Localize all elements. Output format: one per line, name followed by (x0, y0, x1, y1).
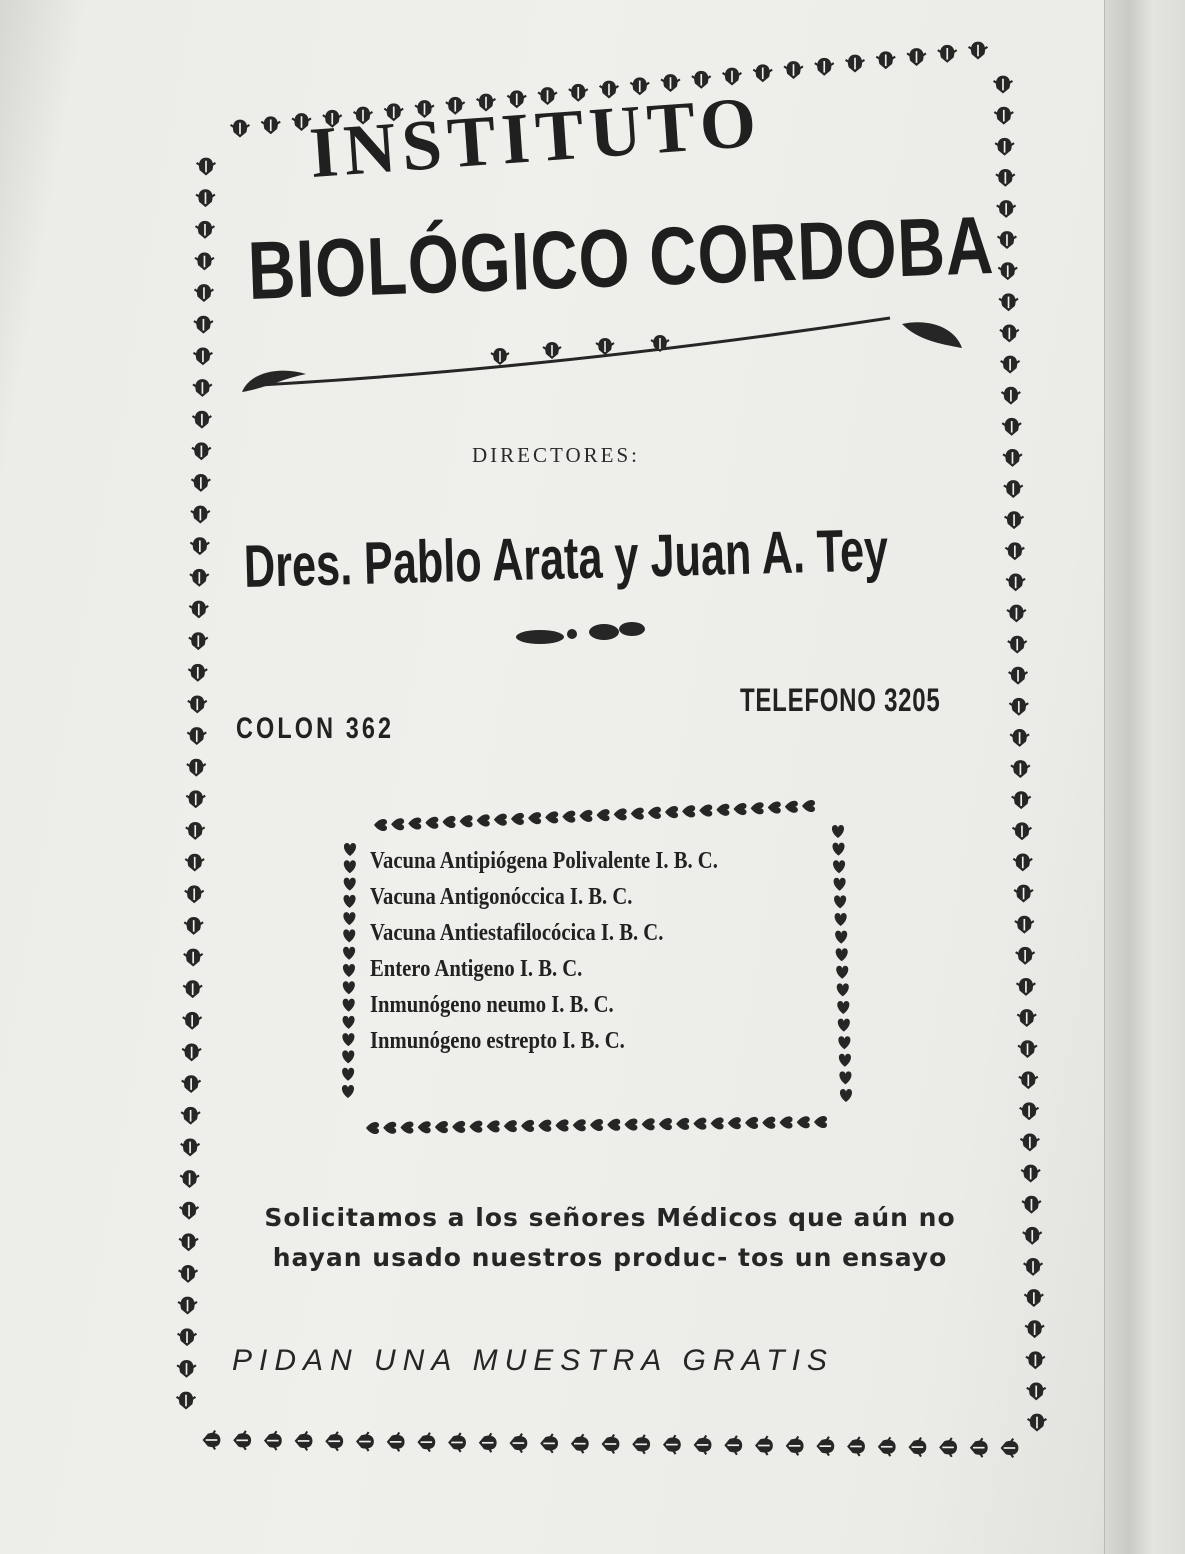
institute-title-line1: INSTITUTO (307, 81, 765, 193)
heart-border-icon (838, 1019, 850, 1032)
heart-border-icon (435, 1121, 448, 1133)
heart-border-icon (366, 1122, 379, 1134)
product-item: Vacuna Antipiógena Polivalente I. B. C. (370, 848, 718, 874)
floral-border-icon (1027, 1382, 1046, 1400)
heart-border-icon (425, 817, 438, 829)
heart-border-icon (383, 1122, 396, 1134)
floral-border-icon (509, 1434, 527, 1453)
heart-border-icon (693, 1118, 706, 1130)
heart-border-icon (344, 878, 356, 891)
floral-border-icon (1020, 1134, 1039, 1152)
floral-border-icon (1016, 978, 1035, 996)
heart-border-icon (418, 1121, 431, 1133)
heart-border-icon (343, 981, 355, 994)
floral-border-icon (181, 1107, 200, 1125)
floral-border-icon (996, 169, 1015, 187)
floral-border-icon (178, 1328, 197, 1346)
floral-border-icon (1025, 1320, 1044, 1338)
floral-border-icon (1001, 387, 1020, 405)
floral-border-icon (197, 158, 216, 176)
floral-border-icon (261, 116, 280, 134)
heart-border-icon (400, 1122, 413, 1134)
street-address: COLON 362 (236, 712, 395, 745)
floral-border-icon (188, 664, 207, 682)
floral-border-icon (1013, 854, 1032, 872)
floral-border-icon (1022, 1196, 1041, 1214)
heart-border-icon (833, 860, 845, 873)
floral-border-icon (1011, 760, 1030, 778)
floral-border-icon (185, 885, 204, 903)
floral-border-icon (846, 55, 865, 73)
heart-border-icon (342, 1085, 354, 1098)
heart-border-icon (343, 1016, 355, 1029)
floral-border-icon (191, 474, 210, 492)
floral-border-icon (1005, 542, 1024, 560)
heart-border-icon (342, 1033, 354, 1046)
heart-border-icon (699, 805, 712, 817)
floral-border-icon (998, 231, 1017, 249)
heart-border-icon (343, 964, 355, 977)
phone-number: TELEFONO 3205 (740, 682, 941, 718)
heart-border-icon (344, 843, 356, 856)
floral-border-icon (998, 262, 1017, 280)
product-item: Vacuna Antiestafilocócica I. B. C. (370, 920, 664, 946)
heart-border-icon (442, 816, 455, 828)
floral-border-icon (1006, 573, 1025, 591)
heart-border-icon (648, 807, 661, 819)
floral-border-icon (1000, 325, 1019, 343)
heart-border-icon (642, 1118, 655, 1130)
floral-border-icon (939, 1438, 957, 1457)
floral-border-icon (970, 1438, 988, 1457)
heart-border-icon (834, 895, 846, 908)
floral-border-icon (1018, 1040, 1037, 1058)
floral-border-icon (784, 61, 803, 79)
floral-border-icon (1023, 1227, 1042, 1245)
floral-border-icon (193, 379, 212, 397)
floral-border-icon (185, 854, 204, 872)
floral-border-icon (192, 442, 211, 460)
heart-border-icon (839, 1054, 851, 1067)
floral-border-icon (999, 293, 1018, 311)
floral-border-icon (994, 107, 1013, 125)
floral-border-icon (1016, 947, 1035, 965)
floral-border-icon (180, 1202, 199, 1220)
floral-border-icon (1021, 1165, 1040, 1183)
floral-border-icon (755, 1436, 773, 1455)
heart-border-icon (659, 1118, 672, 1130)
heart-border-icon (374, 819, 387, 831)
heart-border-icon (460, 815, 473, 827)
heart-border-icon (545, 811, 558, 823)
product-list (370, 848, 775, 1064)
floral-border-icon (1001, 356, 1020, 374)
heart-border-icon (342, 1068, 354, 1081)
heart-border-icon (597, 809, 610, 821)
floral-border-icon (180, 1170, 199, 1188)
heart-border-icon (614, 808, 627, 820)
heart-border-icon (836, 966, 848, 979)
floral-border-icon (1024, 1289, 1043, 1307)
heart-border-icon (511, 813, 524, 825)
heart-border-icon (469, 1121, 482, 1133)
heart-border-icon (728, 1117, 741, 1129)
heart-border-icon (408, 817, 421, 829)
floral-border-icon (540, 1434, 558, 1453)
floral-border-icon (194, 316, 213, 334)
heart-border-icon (573, 1119, 586, 1131)
floral-border-icon (479, 1433, 497, 1452)
floral-border-icon (878, 1437, 896, 1456)
floral-border-icon (1004, 480, 1023, 498)
heart-border-icon (834, 878, 846, 891)
heart-border-icon (343, 947, 355, 960)
floral-border-icon (908, 1438, 926, 1457)
floral-border-icon (178, 1297, 197, 1315)
floral-border-icon (1026, 1351, 1045, 1369)
floral-border-icon (876, 51, 895, 69)
floral-border-icon (417, 1433, 435, 1452)
heart-border-icon (751, 802, 764, 814)
heart-border-icon (835, 913, 847, 926)
product-item: Vacuna Antigonóccica I. B. C. (370, 884, 633, 910)
floral-border-icon (448, 1433, 466, 1452)
floral-border-icon (264, 1431, 282, 1450)
floral-border-icon (182, 1044, 201, 1062)
heart-border-icon (504, 1120, 517, 1132)
heart-border-icon (538, 1120, 551, 1132)
floral-border-icon (995, 138, 1014, 156)
floral-border-icon (186, 790, 205, 808)
heart-border-icon (762, 1117, 775, 1129)
heart-border-icon (780, 1116, 793, 1128)
floral-border-icon (1001, 1439, 1019, 1458)
floral-border-icon (1024, 1258, 1043, 1276)
product-item: Inmunógeno estrepto I. B. C. (370, 1028, 625, 1054)
heart-border-icon (676, 1118, 689, 1130)
floral-border-icon (191, 506, 210, 524)
floral-border-icon (194, 284, 213, 302)
floral-border-icon (177, 1392, 196, 1410)
heart-border-icon (343, 912, 355, 925)
floral-border-icon (786, 1436, 804, 1455)
floral-border-icon (1010, 729, 1029, 747)
floral-border-icon (663, 1435, 681, 1454)
floral-border-icon (1015, 916, 1034, 934)
heart-border-icon (556, 1119, 569, 1131)
floral-border-icon (179, 1233, 198, 1251)
heart-border-icon (839, 1071, 851, 1084)
product-item: Entero Antigeno I. B. C. (370, 956, 583, 982)
floral-border-icon (847, 1437, 865, 1456)
floral-border-icon (1028, 1414, 1047, 1432)
heart-border-icon (579, 810, 592, 822)
floral-border-icon (724, 1436, 742, 1455)
floral-border-icon (233, 1431, 251, 1450)
floral-border-icon (1009, 698, 1028, 716)
floral-border-icon (1012, 791, 1031, 809)
heart-border-icon (665, 806, 678, 818)
heart-border-icon (832, 825, 844, 838)
floral-border-icon (994, 76, 1013, 94)
heart-border-icon (745, 1117, 758, 1129)
floral-border-icon (753, 64, 772, 82)
floral-border-icon (295, 1431, 313, 1450)
floral-border-icon (1019, 1071, 1038, 1089)
heart-border-icon (452, 1121, 465, 1133)
floral-border-icon (196, 221, 215, 239)
floral-border-icon (179, 1265, 198, 1283)
floral-border-icon (816, 1437, 834, 1456)
floral-border-icon (183, 1012, 202, 1030)
floral-border-icon (187, 759, 206, 777)
floral-border-icon (1003, 449, 1022, 467)
floral-border-icon (602, 1435, 620, 1454)
sample-request-text: Solicitamos a los señores Médicos que aún no hayan usado nuestros produc- tos un ensayo (264, 1203, 956, 1272)
floral-border-icon (1009, 667, 1028, 685)
heart-border-icon (477, 814, 490, 826)
floral-border-icon (193, 347, 212, 365)
heart-border-icon (528, 812, 541, 824)
floral-border-icon (1020, 1102, 1039, 1120)
floral-border-icon (1008, 636, 1027, 654)
floral-border-icon (231, 120, 250, 138)
heart-border-icon (682, 805, 695, 817)
heart-border-icon (838, 1036, 850, 1049)
heart-border-icon (833, 843, 845, 856)
heart-border-icon (711, 1117, 724, 1129)
product-item: Inmunógeno neumo I. B. C. (370, 992, 614, 1018)
floral-border-icon (189, 601, 208, 619)
floral-border-icon (1013, 822, 1032, 840)
floral-border-icon (203, 1431, 221, 1450)
institute-title-line2: BIOLÓGICO CORDOBA (246, 199, 996, 317)
floral-border-icon (938, 45, 957, 63)
floral-border-icon (190, 537, 209, 555)
heart-border-icon (716, 804, 729, 816)
bead-divider-icon (516, 622, 645, 644)
heart-border-icon (835, 931, 847, 944)
heart-border-icon (344, 895, 356, 908)
heart-border-icon (814, 1116, 827, 1128)
floral-border-icon (184, 949, 203, 967)
heart-border-icon (342, 1050, 354, 1063)
floral-border-icon (1017, 1009, 1036, 1027)
floral-border-icon (356, 1432, 374, 1451)
floral-border-icon (181, 1138, 200, 1156)
free-sample-call-to-action: PIDAN UNA MUESTRA GRATIS (232, 1344, 834, 1377)
heart-border-icon (562, 811, 575, 823)
floral-border-icon (184, 917, 203, 935)
floral-border-icon (192, 411, 211, 429)
floral-border-icon (189, 632, 208, 650)
heart-border-icon (802, 800, 815, 812)
heart-border-icon (487, 1120, 500, 1132)
floral-border-icon (907, 48, 926, 66)
heart-border-icon (785, 801, 798, 813)
floral-border-icon (190, 569, 209, 587)
heart-border-icon (734, 803, 747, 815)
header-flourish-icon (242, 318, 962, 392)
heart-border-icon (343, 929, 355, 942)
heart-border-icon (521, 1120, 534, 1132)
heart-border-icon (836, 948, 848, 961)
heart-border-icon (344, 860, 356, 873)
floral-border-icon (325, 1432, 343, 1451)
heart-border-icon (837, 983, 849, 996)
floral-border-icon (177, 1360, 196, 1378)
heart-border-icon (768, 801, 781, 813)
floral-border-icon (195, 253, 214, 271)
heart-border-icon (797, 1116, 810, 1128)
floral-border-icon (1007, 605, 1026, 623)
floral-border-icon (387, 1432, 405, 1451)
directors-label: DIRECTORES: (472, 443, 640, 467)
floral-border-icon (188, 695, 207, 713)
floral-border-icon (632, 1435, 650, 1454)
heart-border-icon (494, 814, 507, 826)
floral-border-icon (183, 980, 202, 998)
floral-border-icon (186, 822, 205, 840)
floral-border-icon (1005, 511, 1024, 529)
heart-border-icon (837, 1001, 849, 1014)
floral-border-icon (815, 58, 834, 76)
heart-border-icon (590, 1119, 603, 1131)
floral-border-icon (196, 189, 215, 207)
floral-border-icon (997, 200, 1016, 218)
floral-border-icon (1002, 418, 1021, 436)
heart-border-icon (391, 818, 404, 830)
floral-border-icon (694, 1435, 712, 1454)
heart-border-icon (607, 1119, 620, 1131)
heart-border-icon (343, 999, 355, 1012)
floral-border-icon (187, 727, 206, 745)
floral-border-icon (1014, 885, 1033, 903)
heart-border-icon (631, 808, 644, 820)
heart-border-icon (840, 1089, 852, 1102)
directors-names: Dres. Pablo Arata y Juan A. Tey (243, 516, 889, 600)
heart-border-icon (624, 1119, 637, 1131)
floral-border-icon (571, 1434, 589, 1453)
floral-border-icon (969, 42, 988, 60)
floral-border-icon (182, 1075, 201, 1093)
